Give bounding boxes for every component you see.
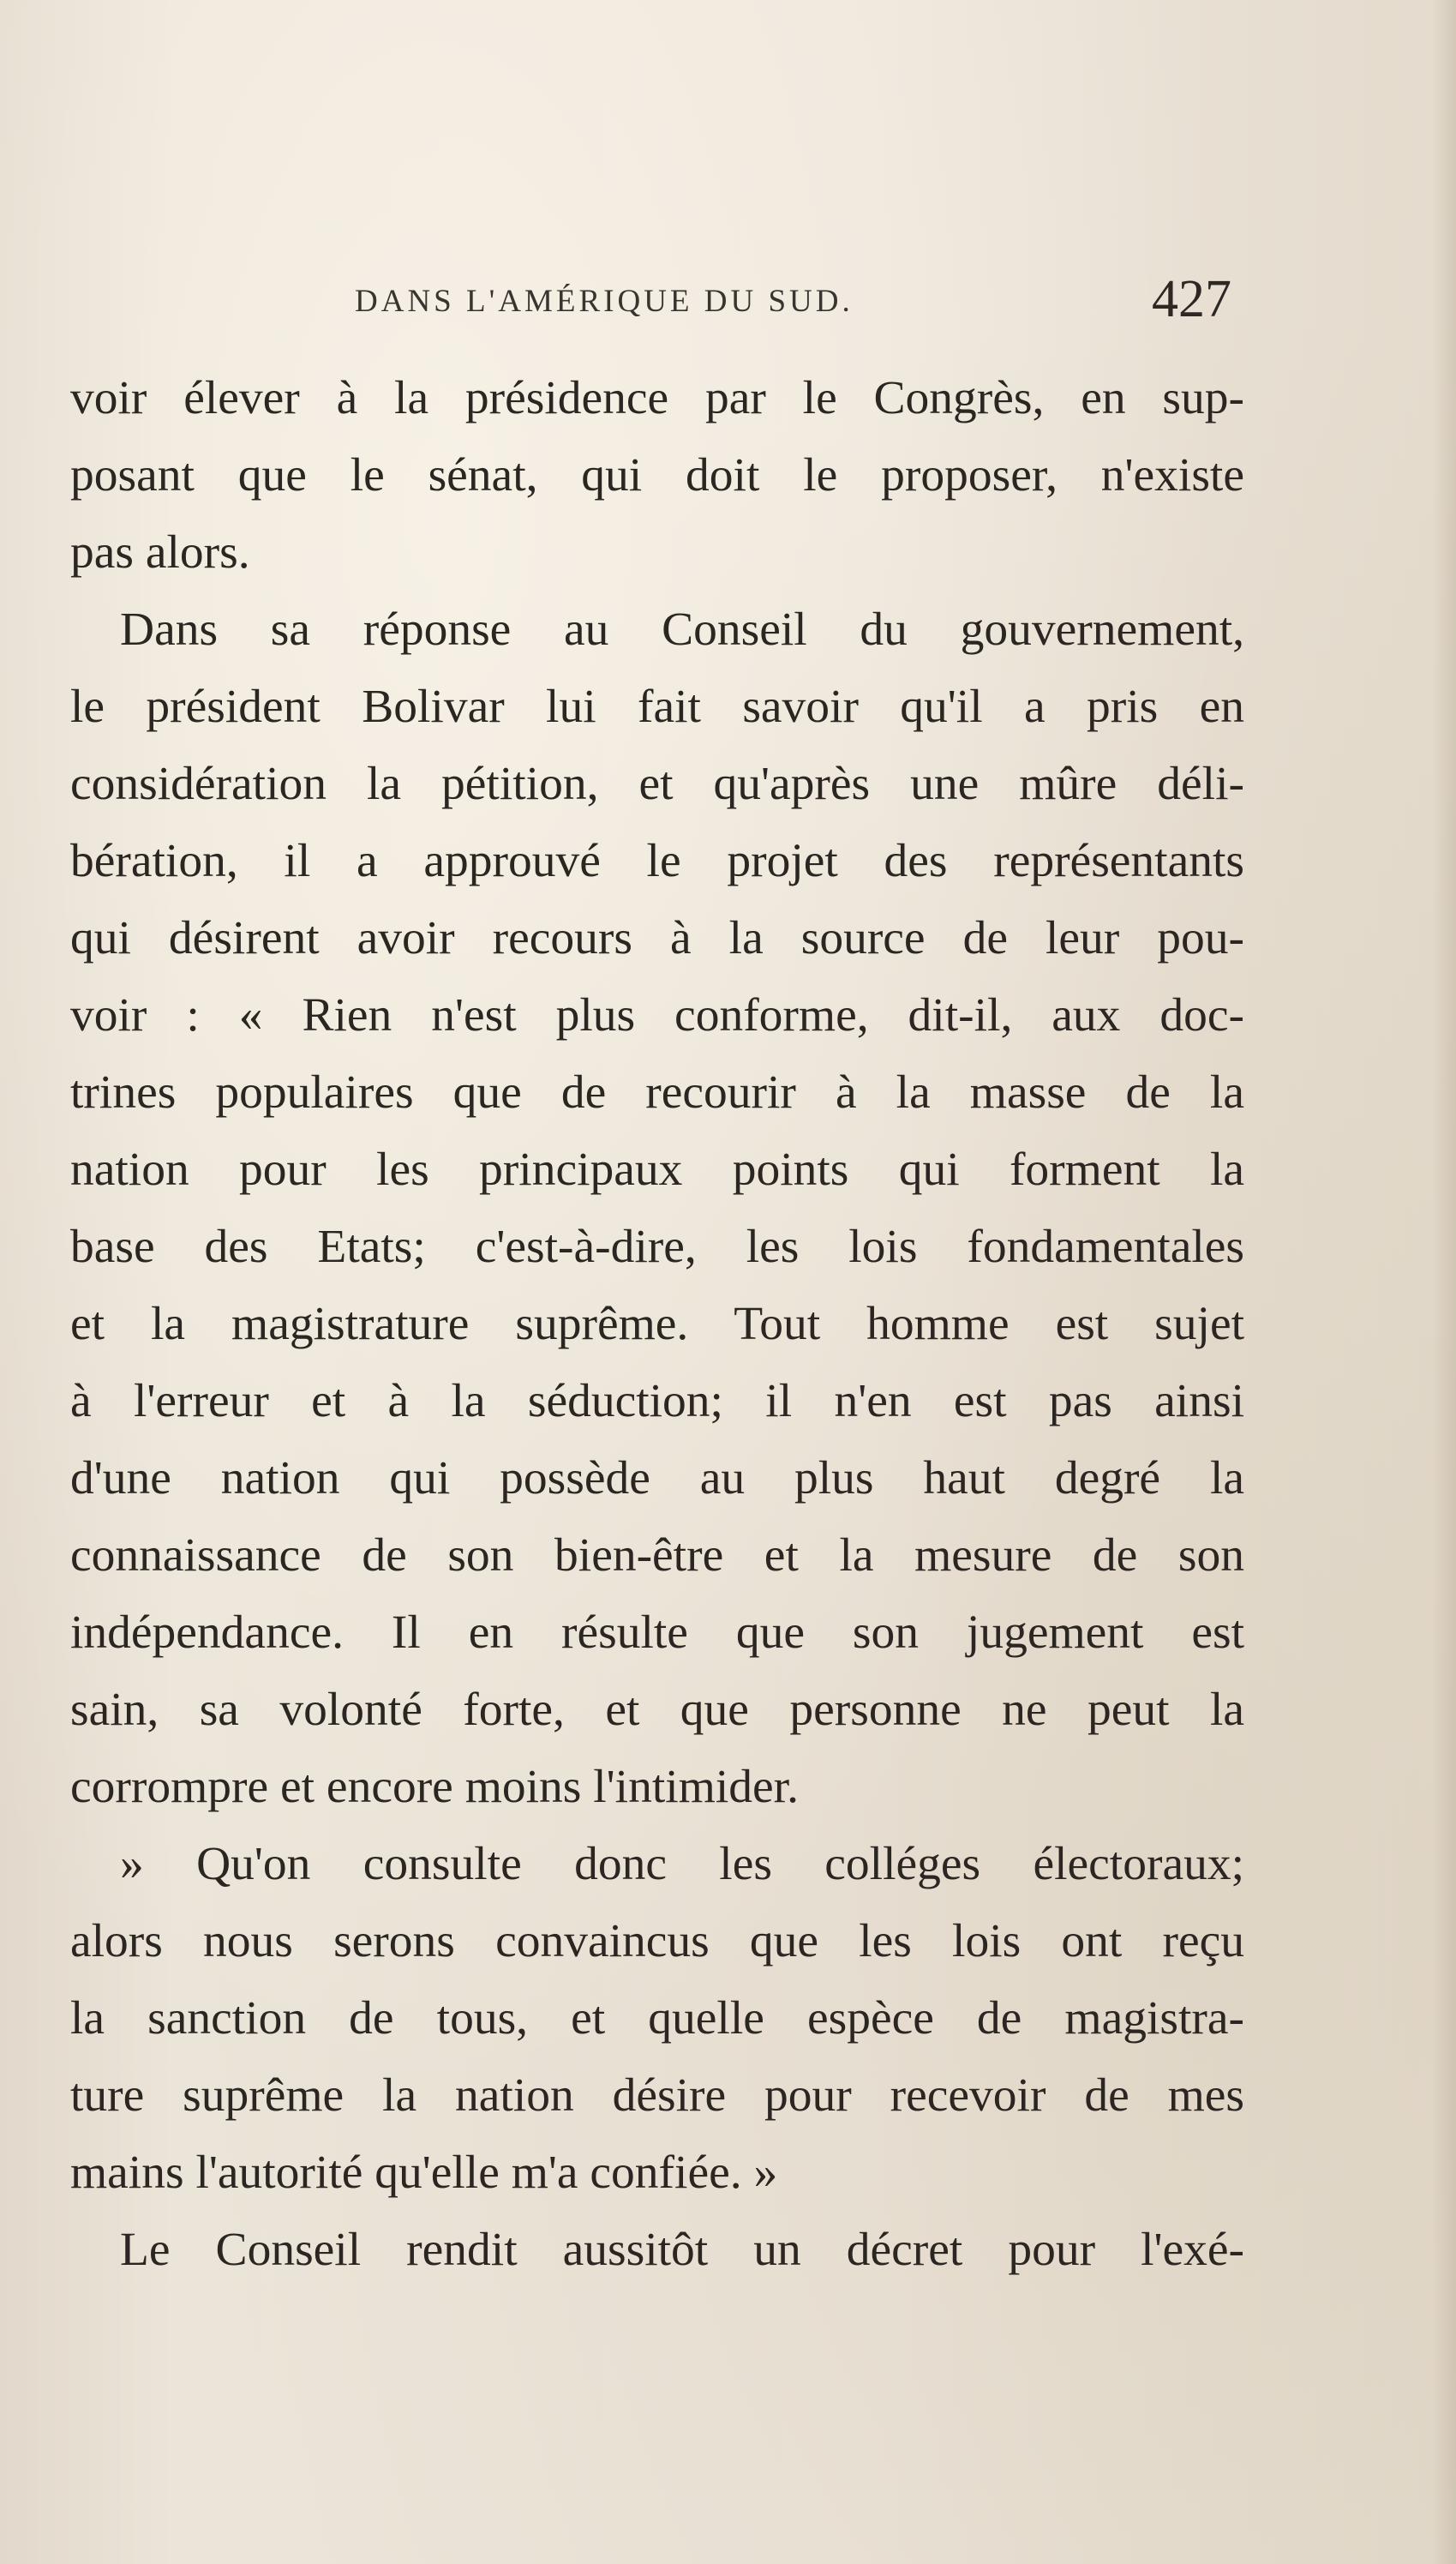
text-line: » Qu'on consulte donc les colléges électoraux; [120,1838,1244,1890]
text-line: voir élever à la présidence par le Congrès, en sup- [70,372,1244,424]
text-line: mains l'autorité qu'elle m'a confiée. » [70,2147,778,2199]
text-line: d'une nation qui possède au plus haut degré la [70,1452,1244,1504]
text-line: trines populaires que de recourir à la masse de la [70,1066,1244,1119]
page-header [70,270,1244,336]
text-line: sain, sa volonté forte, et que personne ne peut la [70,1684,1244,1736]
text-line: nation pour les principaux points qui forment la [70,1144,1244,1196]
text-line: à l'erreur et à la séduction; il n'en est pas ainsi [70,1375,1244,1427]
page-edge-shadow [1432,0,1456,2564]
text-line: le président Bolivar lui fait savoir qu'il a pris en [70,681,1244,733]
text-line: et la magistrature suprême. Tout homme est sujet [70,1298,1244,1350]
text-line: Dans sa réponse au Conseil du gouvernement, [120,603,1244,656]
text-line: ture suprême la nation désire pour recevoir de mes [70,2069,1244,2122]
text-line: la sanction de tous, et quelle espèce de magistra- [70,1992,1244,2045]
text-line: corrompre et encore moins l'intimider. [70,1761,799,1813]
running-head: DANS L'AMÉRIQUE DU SUD. [355,284,854,319]
text-line: considération la pétition, et qu'après une mûre déli- [70,758,1244,810]
text-line: alors nous serons convaincus que les lois ont reçu [70,1915,1244,1967]
page-number: 427 [1152,270,1231,328]
text-line: posant que le sénat, qui doit le proposer, n'existe [70,449,1244,501]
text-line: pas alors. [70,526,250,579]
text-line: voir : « Rien n'est plus conforme, dit-il, aux doc- [70,989,1244,1042]
text-line: connaissance de son bien-être et la mesure de son [70,1529,1244,1582]
text-line: base des Etats; c'est-à-dire, les lois fondamentales [70,1221,1244,1273]
text-line: indépendance. Il en résulte que son jugement est [70,1606,1244,1659]
body-text [70,360,1244,2289]
text-line: bération, il a approuvé le projet des représentants [70,835,1244,887]
text-line: Le Conseil rendit aussitôt un décret pour l'exé- [120,2224,1244,2276]
text-line: qui désirent avoir recours à la source de leur pou- [70,912,1244,964]
